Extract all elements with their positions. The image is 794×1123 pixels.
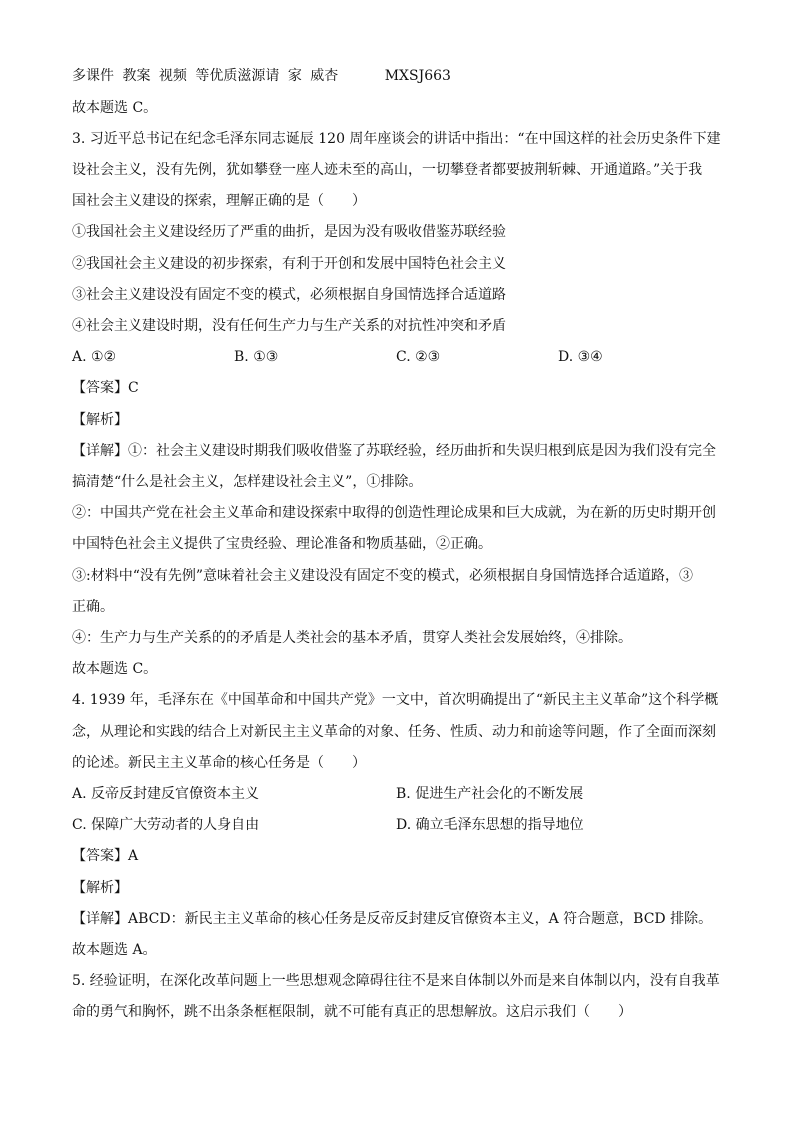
q4-detail-line: 【详解】ABCD：新民主主义革命的核心任务是反帝反封建反官僚资本主义，A 符合题意，BCD 排除。	[72, 911, 713, 927]
q3-detail-line: ②：中国共产党在社会主义革命和建设探索中取得的创造性理论成果和巨大成就，为在新的历史时期开创	[72, 505, 716, 521]
ad-word: 多课件	[72, 68, 114, 84]
q4-stem-line: 的论述。新民主主义革命的核心任务是（ ）	[72, 755, 366, 771]
ad-code: MXSJ663	[384, 68, 451, 84]
q3-stem-line: 国社会主义建设的探索，理解正确的是（ ）	[72, 193, 366, 209]
q3-statement: ①我国社会主义建设经历了严重的曲折，是因为没有吸收借鉴苏联经验	[72, 224, 506, 240]
q4-option-a: A. 反帝反封建反官僚资本主义	[72, 786, 260, 802]
q3-statement: ④社会主义建设时期，没有任何生产力与生产关系的对抗性冲突和矛盾	[72, 318, 506, 334]
q3-option-a: A. ①②	[72, 349, 117, 365]
ad-word: 等优质滋源请	[195, 68, 280, 84]
q4-analysis-heading: 【解析】	[72, 880, 128, 896]
q4-answer: 【答案】A	[72, 848, 139, 864]
q4-conclusion: 故本题选 A。	[72, 942, 157, 958]
q3-option-d: D. ③④	[558, 349, 603, 365]
q3-detail-line: ④：生产力与生产关系的的矛盾是人类社会的基本矛盾，贯穿人类社会发展始终，④排除。	[72, 630, 632, 646]
q4-stem-line: 4. 1939 年，毛泽东在《中国革命和中国共产党》一文中，首次明确提出了“新民主主义革命”这个科学概	[72, 692, 719, 708]
q5-stem-line: 5. 经验证明，在深化改革问题上一些思想观念障碍往往不是来自体制以外而是来自体制以内，没有自我革	[72, 973, 720, 989]
header-ad	[72, 66, 455, 86]
q3-option-b: B. ①③	[234, 349, 279, 365]
q4-option-c: C. 保障广大劳动者的人身自由	[72, 817, 260, 833]
q4-options-row-1	[72, 784, 722, 804]
q3-detail-line: 搞清楚“什么是社会主义，怎样建设社会主义”，①排除。	[72, 474, 423, 490]
q4-option-d: D. 确立毛泽东思想的指导地位	[396, 817, 584, 833]
q3-analysis-heading: 【解析】	[72, 412, 128, 428]
q3-statement: ③社会主义建设没有固定不变的模式，必须根据自身国情选择合适道路	[72, 287, 506, 303]
q4-stem-line: 念，从理论和实践的结合上对新民主主义革命的对象、任务、性质、动力和前途等问题，作了全面而深刻	[72, 724, 716, 740]
q4-option-b: B. 促进生产社会化的不断发展	[396, 786, 584, 802]
q3-detail-line: 正确。	[72, 599, 114, 615]
q4-options-row-2	[72, 815, 722, 835]
q3-option-c: C. ②③	[396, 349, 441, 365]
q3-conclusion: 故本题选 C。	[72, 661, 158, 677]
q5-stem-line: 命的勇气和胸怀，跳不出条条框框限制，就不可能有真正的思想解放。这启示我们（ ）	[72, 1004, 632, 1020]
q3-options	[72, 347, 722, 367]
ad-word: 家	[287, 68, 302, 84]
q3-detail-line: ③:材料中“没有先例”意味着社会主义建设没有固定不变的模式，必须根据自身国情选择合适道路，③	[72, 568, 694, 584]
q3-statement: ②我国社会主义建设的初步探索，有利于开创和发展中国特色社会主义	[72, 256, 506, 272]
q3-stem-line: 3. 习近平总书记在纪念毛泽东同志诞辰 120 周年座谈会的讲话中指出：“在中国这样的社会历史条件下建	[72, 131, 721, 147]
ad-word: 教案	[122, 68, 151, 84]
q3-answer: 【答案】C	[72, 380, 139, 396]
ad-word: 视频	[158, 68, 187, 84]
q3-detail-line: 【详解】①：社会主义建设时期我们吸收借鉴了苏联经验，经历曲折和失误归根到底是因为我们没有完全	[72, 443, 716, 459]
q3-stem-line: 设社会主义，没有先例，犹如攀登一座人迹未至的高山，一切攀登者都要披荆斩棘、开通道路。”关于我	[72, 162, 703, 178]
ad-word: 威杏	[310, 68, 339, 84]
q2-conclusion: 故本题选 C。	[72, 100, 158, 116]
q3-detail-line: 中国特色社会主义提供了宝贵经验、理论准备和物质基础，②正确。	[72, 536, 492, 552]
